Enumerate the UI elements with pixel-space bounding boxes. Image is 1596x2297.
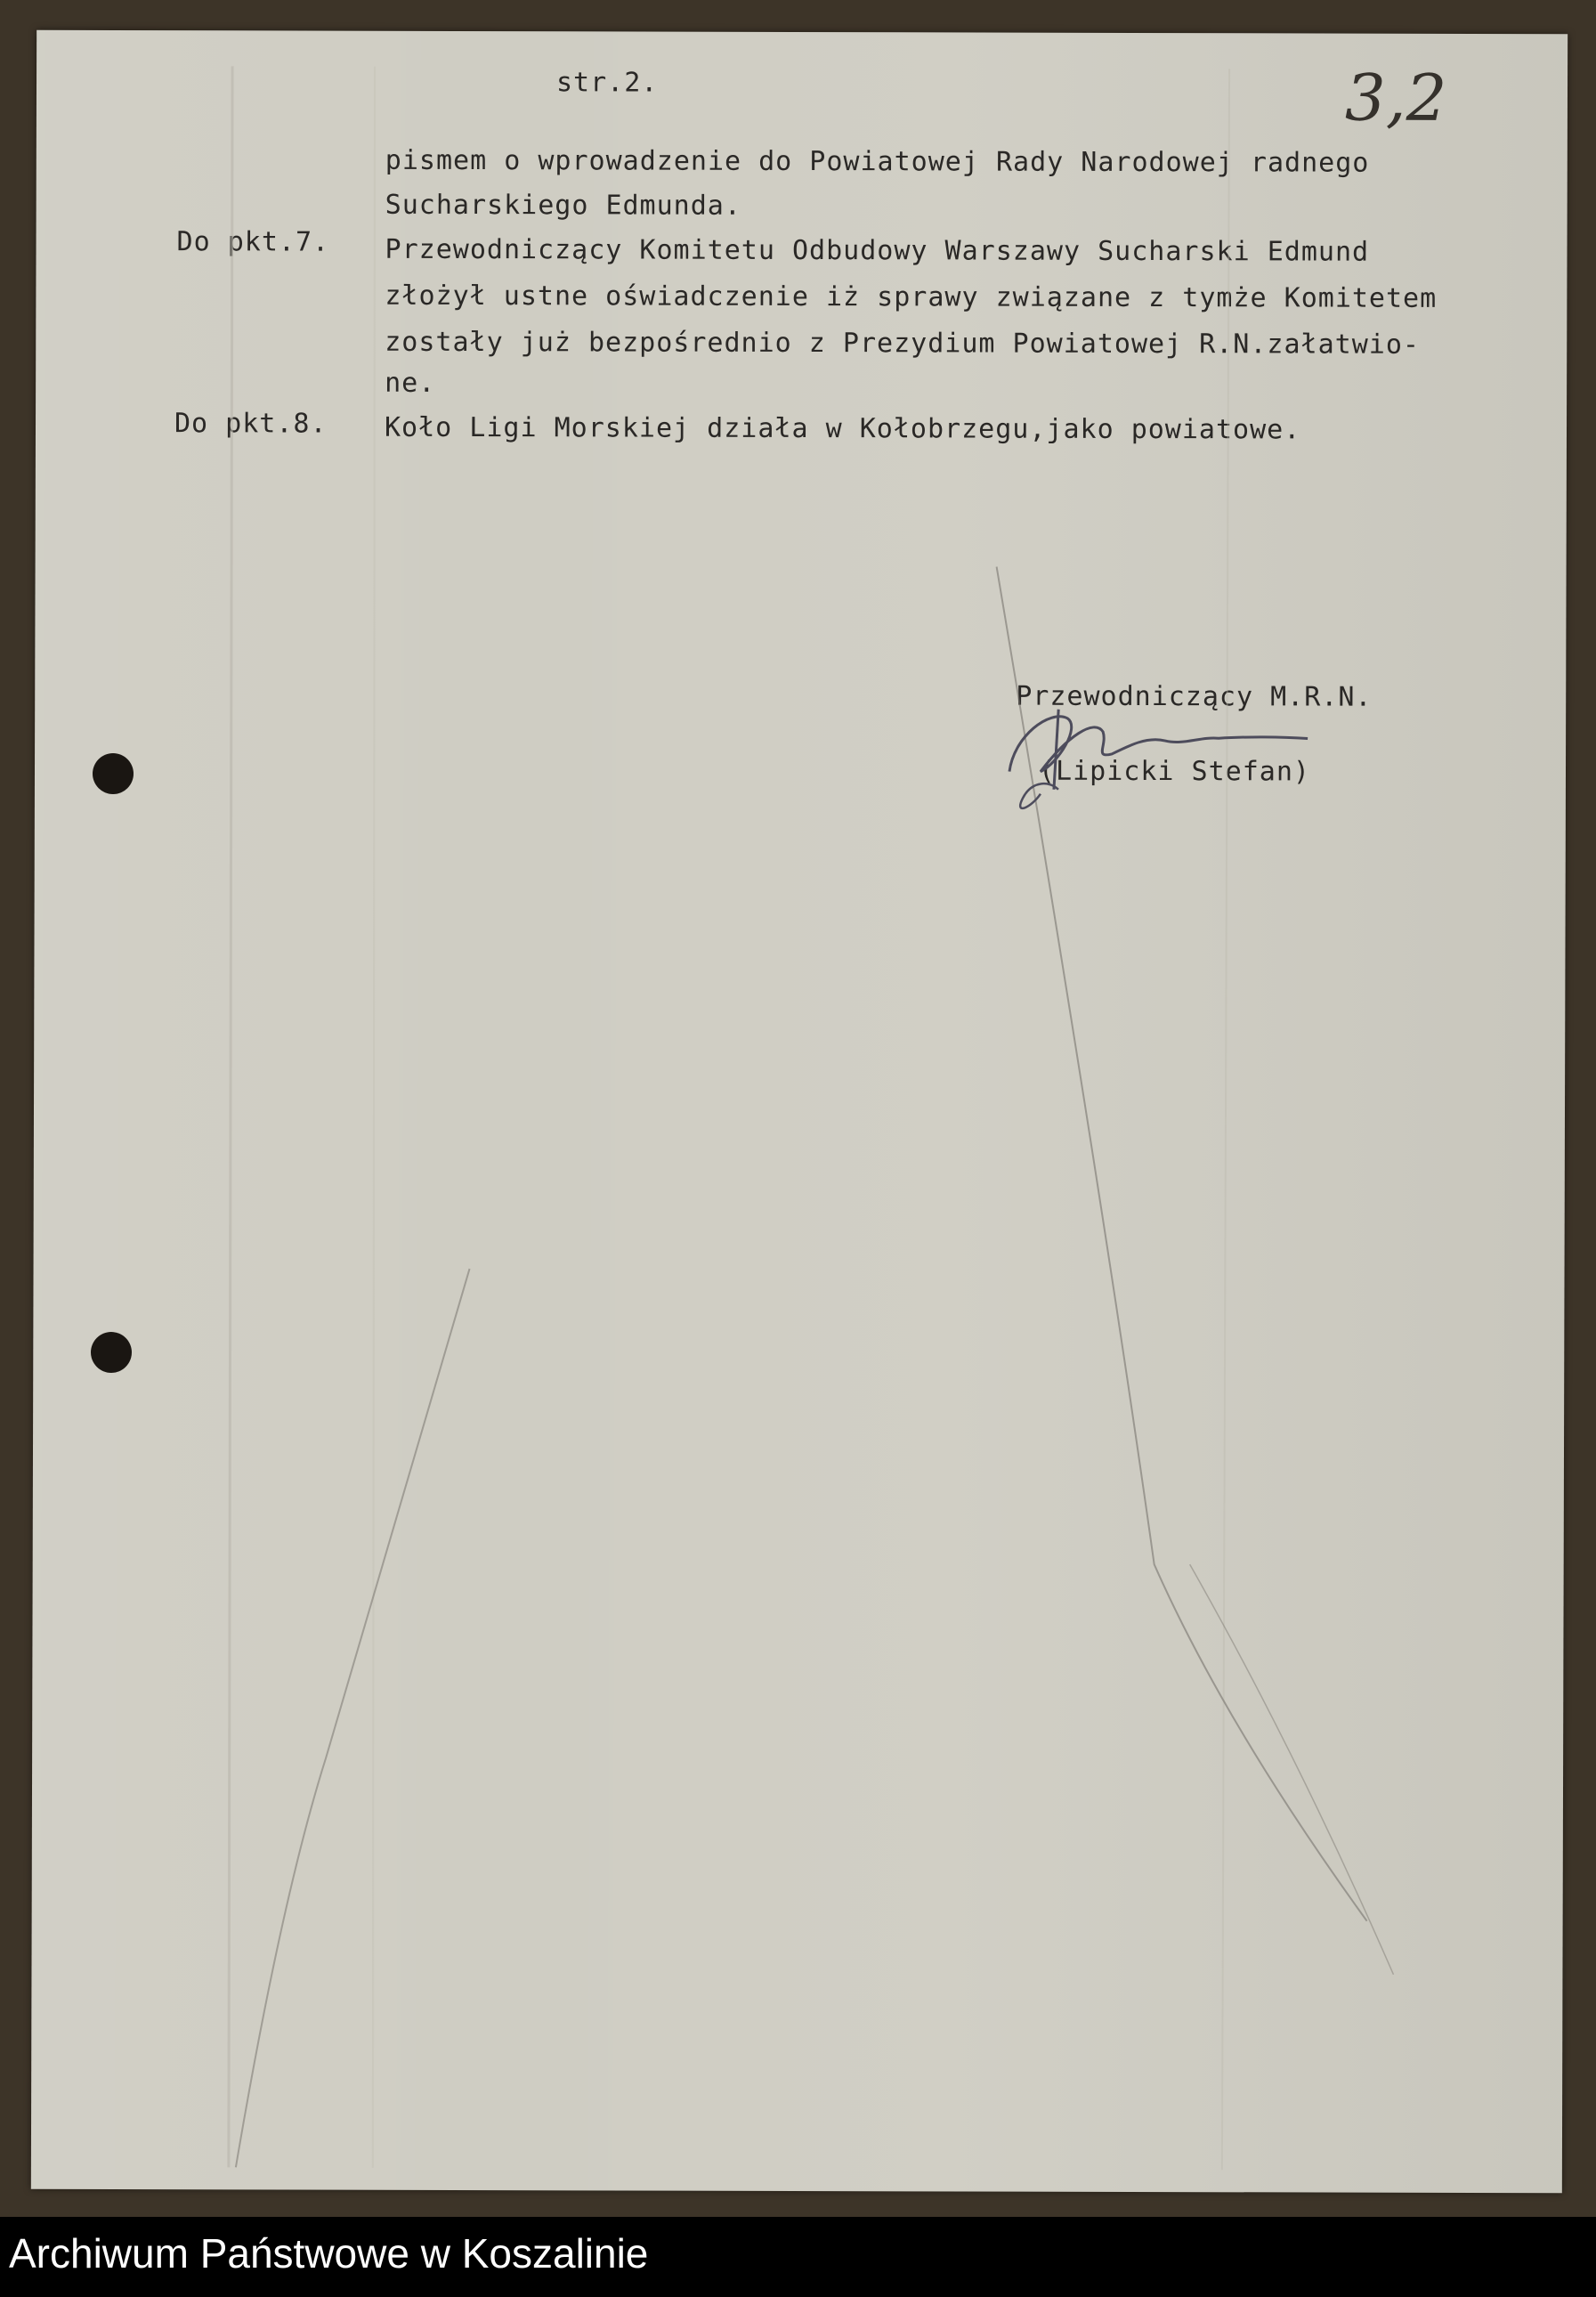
page-header: str.2.	[555, 67, 659, 99]
signature-title: Przewodniczący M.R.N.	[1016, 680, 1373, 713]
archive-footer	[0, 2217, 1596, 2297]
item-line: zostały już bezpośrednio z Prezydium Powiatowej R.N.załatwio-	[385, 326, 1421, 361]
body-line: Sucharskiego Edmunda.	[385, 189, 742, 222]
item-line: Przewodniczący Komitetu Odbudowy Warszawy Sucharski Edmund	[385, 233, 1370, 268]
body-line: pismem o wprowadzenie do Powiatowej Rady Narodowej radnego	[385, 144, 1370, 179]
document-page	[31, 30, 1568, 2193]
archive-name: Archiwum Państwowe w Koszalinie	[9, 2230, 649, 2277]
item-label: Do pkt.8.	[174, 408, 328, 440]
paper-marks	[31, 30, 1568, 2193]
item-label: Do pkt.7.	[176, 226, 330, 258]
item-line: Koło Ligi Morskiej działa w Kołobrzegu,jako powiatowe.	[384, 411, 1301, 446]
signature-name: (Lipicki Stefan)	[1038, 755, 1311, 788]
item-line: złożył ustne oświadczenie iż sprawy związane z tymże Komitetem	[385, 280, 1438, 314]
punch-hole	[93, 753, 134, 794]
folio-number: 3,2	[1344, 60, 1447, 135]
punch-hole	[91, 1332, 132, 1373]
item-line: ne.	[385, 367, 436, 399]
